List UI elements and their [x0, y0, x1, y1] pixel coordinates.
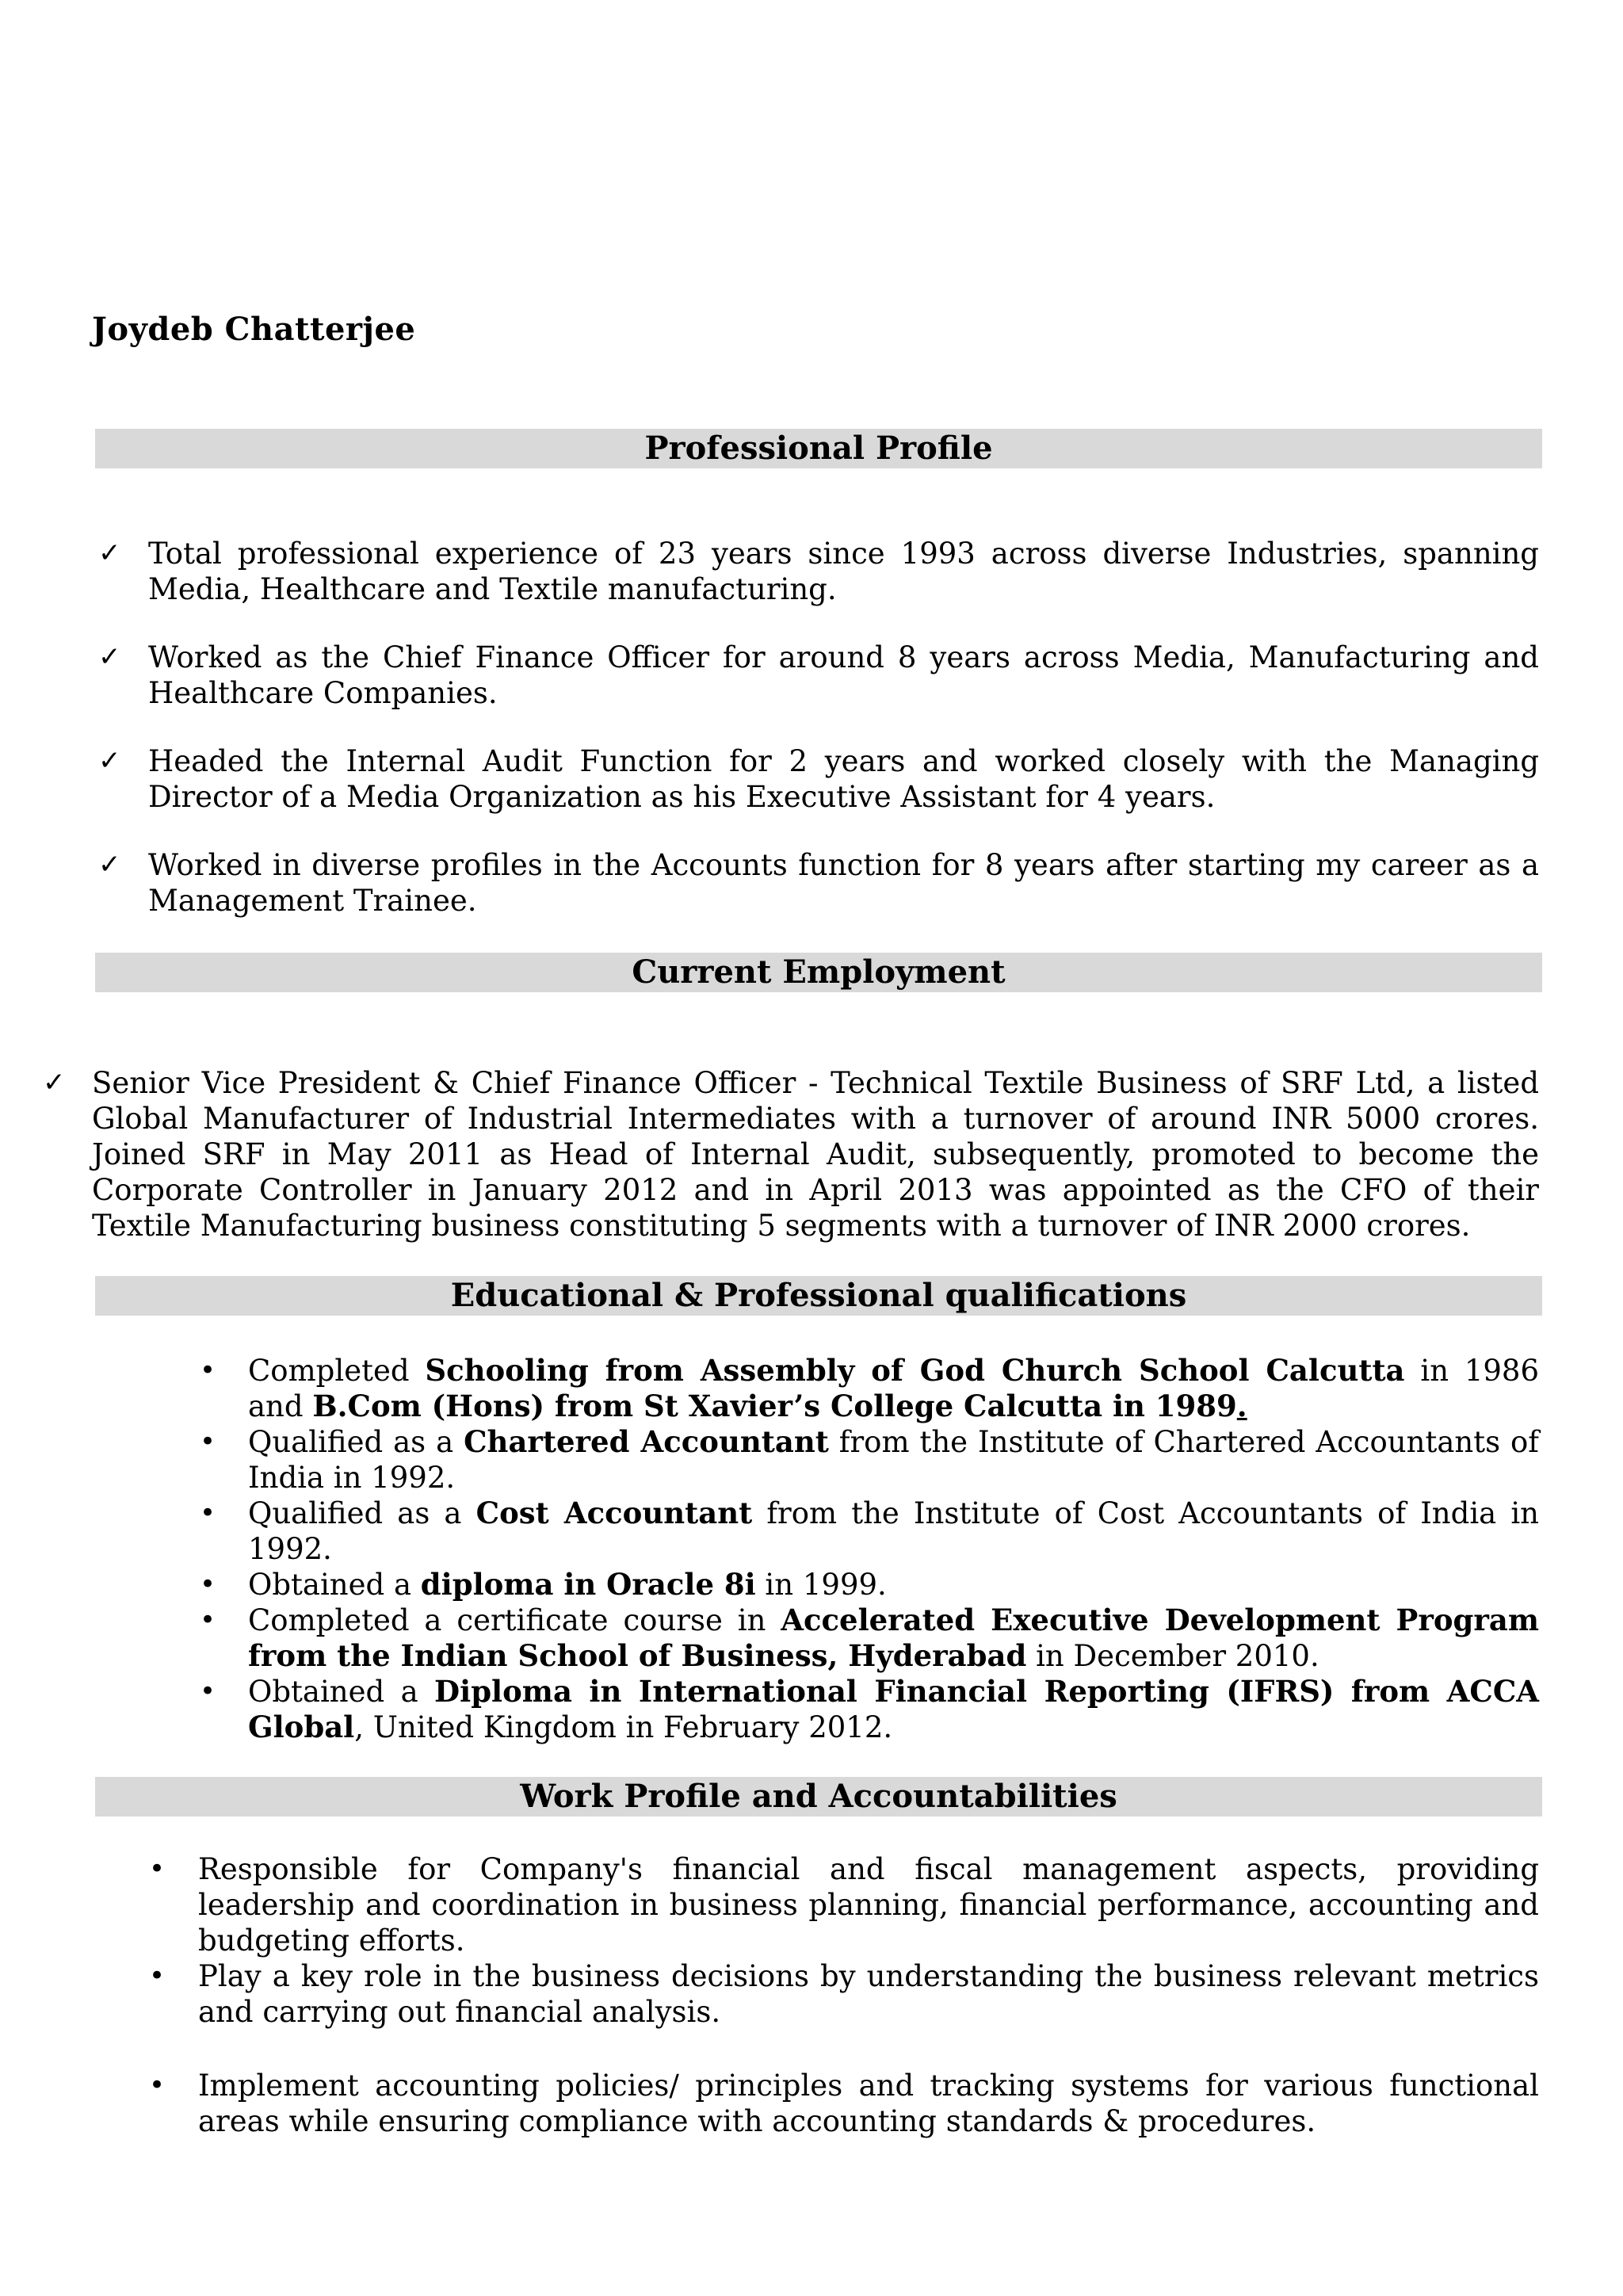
- education-item: Obtained a Diploma in International Financial Reporting (IFRS) from ACCA Global, United Kingdom in February 2012.: [248, 1674, 1539, 1744]
- candidate-name: Joydeb Chatterjee: [92, 311, 416, 348]
- bullet-icon: •: [200, 1675, 216, 1707]
- bullet-icon: •: [149, 1960, 166, 1992]
- education-item: Qualified as a Chartered Accountant from the Institute of Chartered Accountants of India in 1992.: [248, 1424, 1539, 1495]
- profile-item: Worked as the Chief Finance Officer for around 8 years across Media, Manufacturing and Healthcare Companies.: [148, 640, 1539, 710]
- checkmark-icon: ✓: [98, 641, 121, 673]
- bullet-icon: •: [149, 1853, 166, 1885]
- section-heading-current-employment: Current Employment: [95, 953, 1542, 992]
- work-item: Implement accounting policies/ principles and tracking systems for various functional areas while ensuring compliance with accounting standards & procedures.: [198, 2069, 1539, 2138]
- profile-item: Headed the Internal Audit Function for 2 years and worked closely with the Managing Director of a Media Organization as his Executive Assistant for 4 years.: [148, 744, 1539, 814]
- checkmark-icon: ✓: [98, 537, 121, 569]
- checkmark-icon: ✓: [98, 745, 121, 777]
- education-item: Obtained a diploma in Oracle 8i in 1999.: [248, 1567, 887, 1602]
- bullet-icon: •: [200, 1497, 216, 1529]
- section-heading-work-profile: Work Profile and Accountabilities: [95, 1777, 1542, 1817]
- bullet-icon: •: [149, 2069, 166, 2101]
- bullet-icon: •: [200, 1426, 216, 1457]
- bullet-icon: •: [200, 1568, 216, 1600]
- checkmark-icon: ✓: [98, 849, 121, 881]
- education-item: Qualified as a Cost Accountant from the Institute of Cost Accountants of India in 1992.: [248, 1496, 1540, 1566]
- education-item: Completed Schooling from Assembly of God Church School Calcutta in 1986 and B.Com (Hons) from St Xavier’s College Calcutta in 1989.: [248, 1353, 1539, 1423]
- bullet-icon: •: [200, 1604, 216, 1636]
- bullet-icon: •: [200, 1354, 216, 1386]
- employment-text: Senior Vice President & Chief Finance Officer - Technical Textile Business of SRF Ltd, a listed Global Manufacturer of Industrial Intermediates with a turnover of around INR 5000 crores. Joined SRF in May 2011 as Head of Internal Audit, subsequently, promoted to become the Corporate Controller in January 2012 and in April 2013 was appointed as the CFO of their Textile Manufacturing business constituting 5 segments with a turnover of INR 2000 crores.: [92, 1066, 1539, 1243]
- profile-item: Worked in diverse profiles in the Accounts function for 8 years after starting my career as a Management Trainee.: [148, 848, 1539, 918]
- education-item: Completed a certificate course in Accelerated Executive Development Program from the Indian School of Business, Hyderabad in December 2010.: [248, 1603, 1539, 1673]
- work-item: Play a key role in the business decisions by understanding the business relevant metrics and carrying out financial analysis.: [198, 1959, 1539, 2029]
- work-item: Responsible for Company's financial and fiscal management aspects, providing leadership and coordination in business planning, financial performance, accounting and budgeting efforts.: [198, 1852, 1539, 1958]
- checkmark-icon: ✓: [43, 1067, 66, 1098]
- section-heading-education: Educational & Professional qualifications: [95, 1276, 1542, 1316]
- section-heading-professional-profile: Professional Profile: [95, 429, 1542, 468]
- profile-item: Total professional experience of 23 years since 1993 across diverse Industries, spanning Media, Healthcare and Textile manufacturing.: [148, 537, 1539, 606]
